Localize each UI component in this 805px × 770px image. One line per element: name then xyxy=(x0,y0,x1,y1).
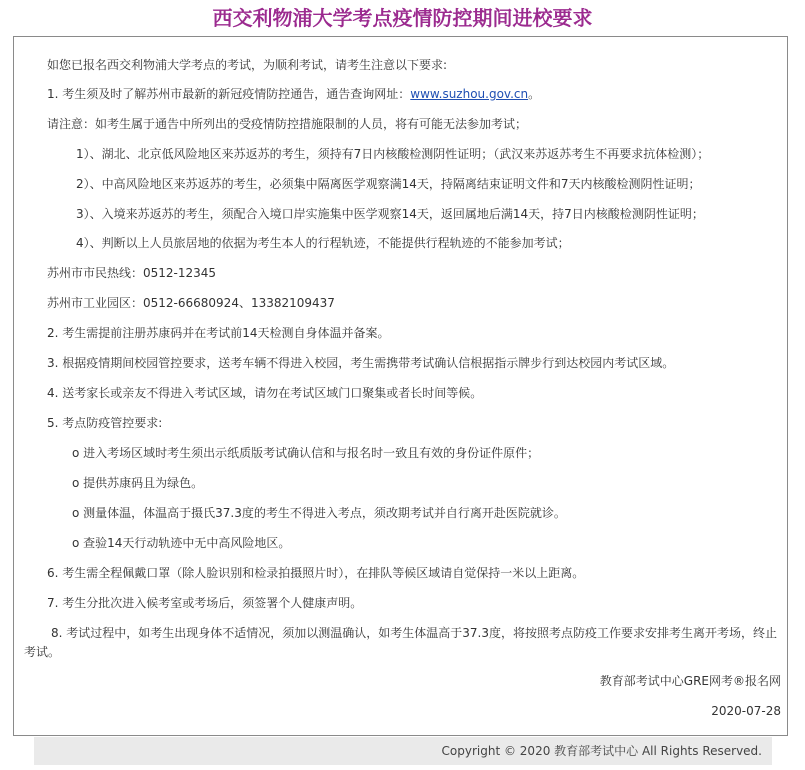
item-3: 3. 根据疫情期间校园管控要求，送考车辆不得进入校园，考生需携带考试确认信根据指示牌步行到达校园内考试区域。 xyxy=(47,356,675,370)
item-4: 4. 送考家长或亲友不得进入考试区域，请勿在考试区域门口聚集或者长时间等候。 xyxy=(47,386,483,400)
item-1-tail: 。 xyxy=(528,87,541,101)
item-5-sub-3: o 测量体温，体温高于摄氏37.3度的考生不得进入考点，须改期考试并自行离开赴医院就诊。 xyxy=(72,506,566,520)
intro-text: 如您已报名西交利物浦大学考点的考试，为顺利考试，请考生注意以下要求: xyxy=(47,58,448,72)
hotline-city: 苏州市市民热线：0512-12345 xyxy=(47,266,217,280)
suzhou-gov-link[interactable]: www.suzhou.gov.cn xyxy=(410,87,529,101)
item-5-sub-1: o 进入考场区域时考生须出示纸质版考试确认信和与报名时一致且有效的身份证件原件； xyxy=(72,446,540,460)
item-1-text: 1. 考生须及时了解苏州市最新的新冠疫情防控通告，通告查询网址： xyxy=(47,87,411,101)
notice-content-box xyxy=(13,36,788,736)
publish-date: 2020-07-28 xyxy=(711,704,781,718)
sub-item-3: 3）、入境来苏返苏的考生，须配合入境口岸实施集中医学观察14天，返回属地后满14天，持7日内核酸检测阴性证明； xyxy=(76,207,704,221)
item-8: 8. 考试过程中，如考生出现身体不适情况，须加以测温确认，如考生体温高于37.3度，将按照考点防疫工作要求安排考生离开考场，终止考试。 xyxy=(24,626,777,659)
sub-item-1: 1）、湖北、北京低风险地区来苏返苏的考生，须持有7日内核酸检测阴性证明；（武汉来苏返苏考生不再要求抗体检测）； xyxy=(76,147,710,161)
item-5: 5. 考点防疫管控要求: xyxy=(47,416,163,430)
item-5-sub-2: o 提供苏康码且为绿色。 xyxy=(72,476,204,490)
item-1 xyxy=(14,86,787,102)
signature: 教育部考试中心GRE网考®报名网 xyxy=(599,674,781,688)
page-title: 西交利物浦大学考点疫情防控期间进校要求 xyxy=(212,6,593,30)
sub-item-2: 2）、中高风险地区来苏返苏的考生，必须集中隔离医学观察满14天，持隔离结束证明文件和7天内核酸检测阴性证明； xyxy=(76,177,701,191)
notice-text: 请注意：如考生属于通告中所列出的受疫情防控措施限制的人员，将有可能无法参加考试； xyxy=(47,117,528,131)
hotline-park: 苏州市工业园区：0512-66680924、13382109437 xyxy=(47,296,335,310)
item-7: 7. 考生分批次进入候考室或考场后，须签署个人健康声明。 xyxy=(47,596,363,610)
item-6: 6. 考生需全程佩戴口罩（除人脸识别和检录拍摄照片时），在排队等候区域请自觉保持一米以上距离。 xyxy=(47,566,585,580)
item-2: 2. 考生需提前注册苏康码并在考试前14天检测自身体温并备案。 xyxy=(47,326,390,340)
sub-item-4: 4）、判断以上人员旅居地的依据为考生本人的行程轨迹，不能提供行程轨迹的不能参加考试； xyxy=(76,236,570,250)
item-5-sub-4: o 查验14天行动轨迹中无中高风险地区。 xyxy=(72,536,291,550)
copyright-footer: Copyright © 2020 教育部考试中心 All Rights Reserved. xyxy=(34,737,772,765)
